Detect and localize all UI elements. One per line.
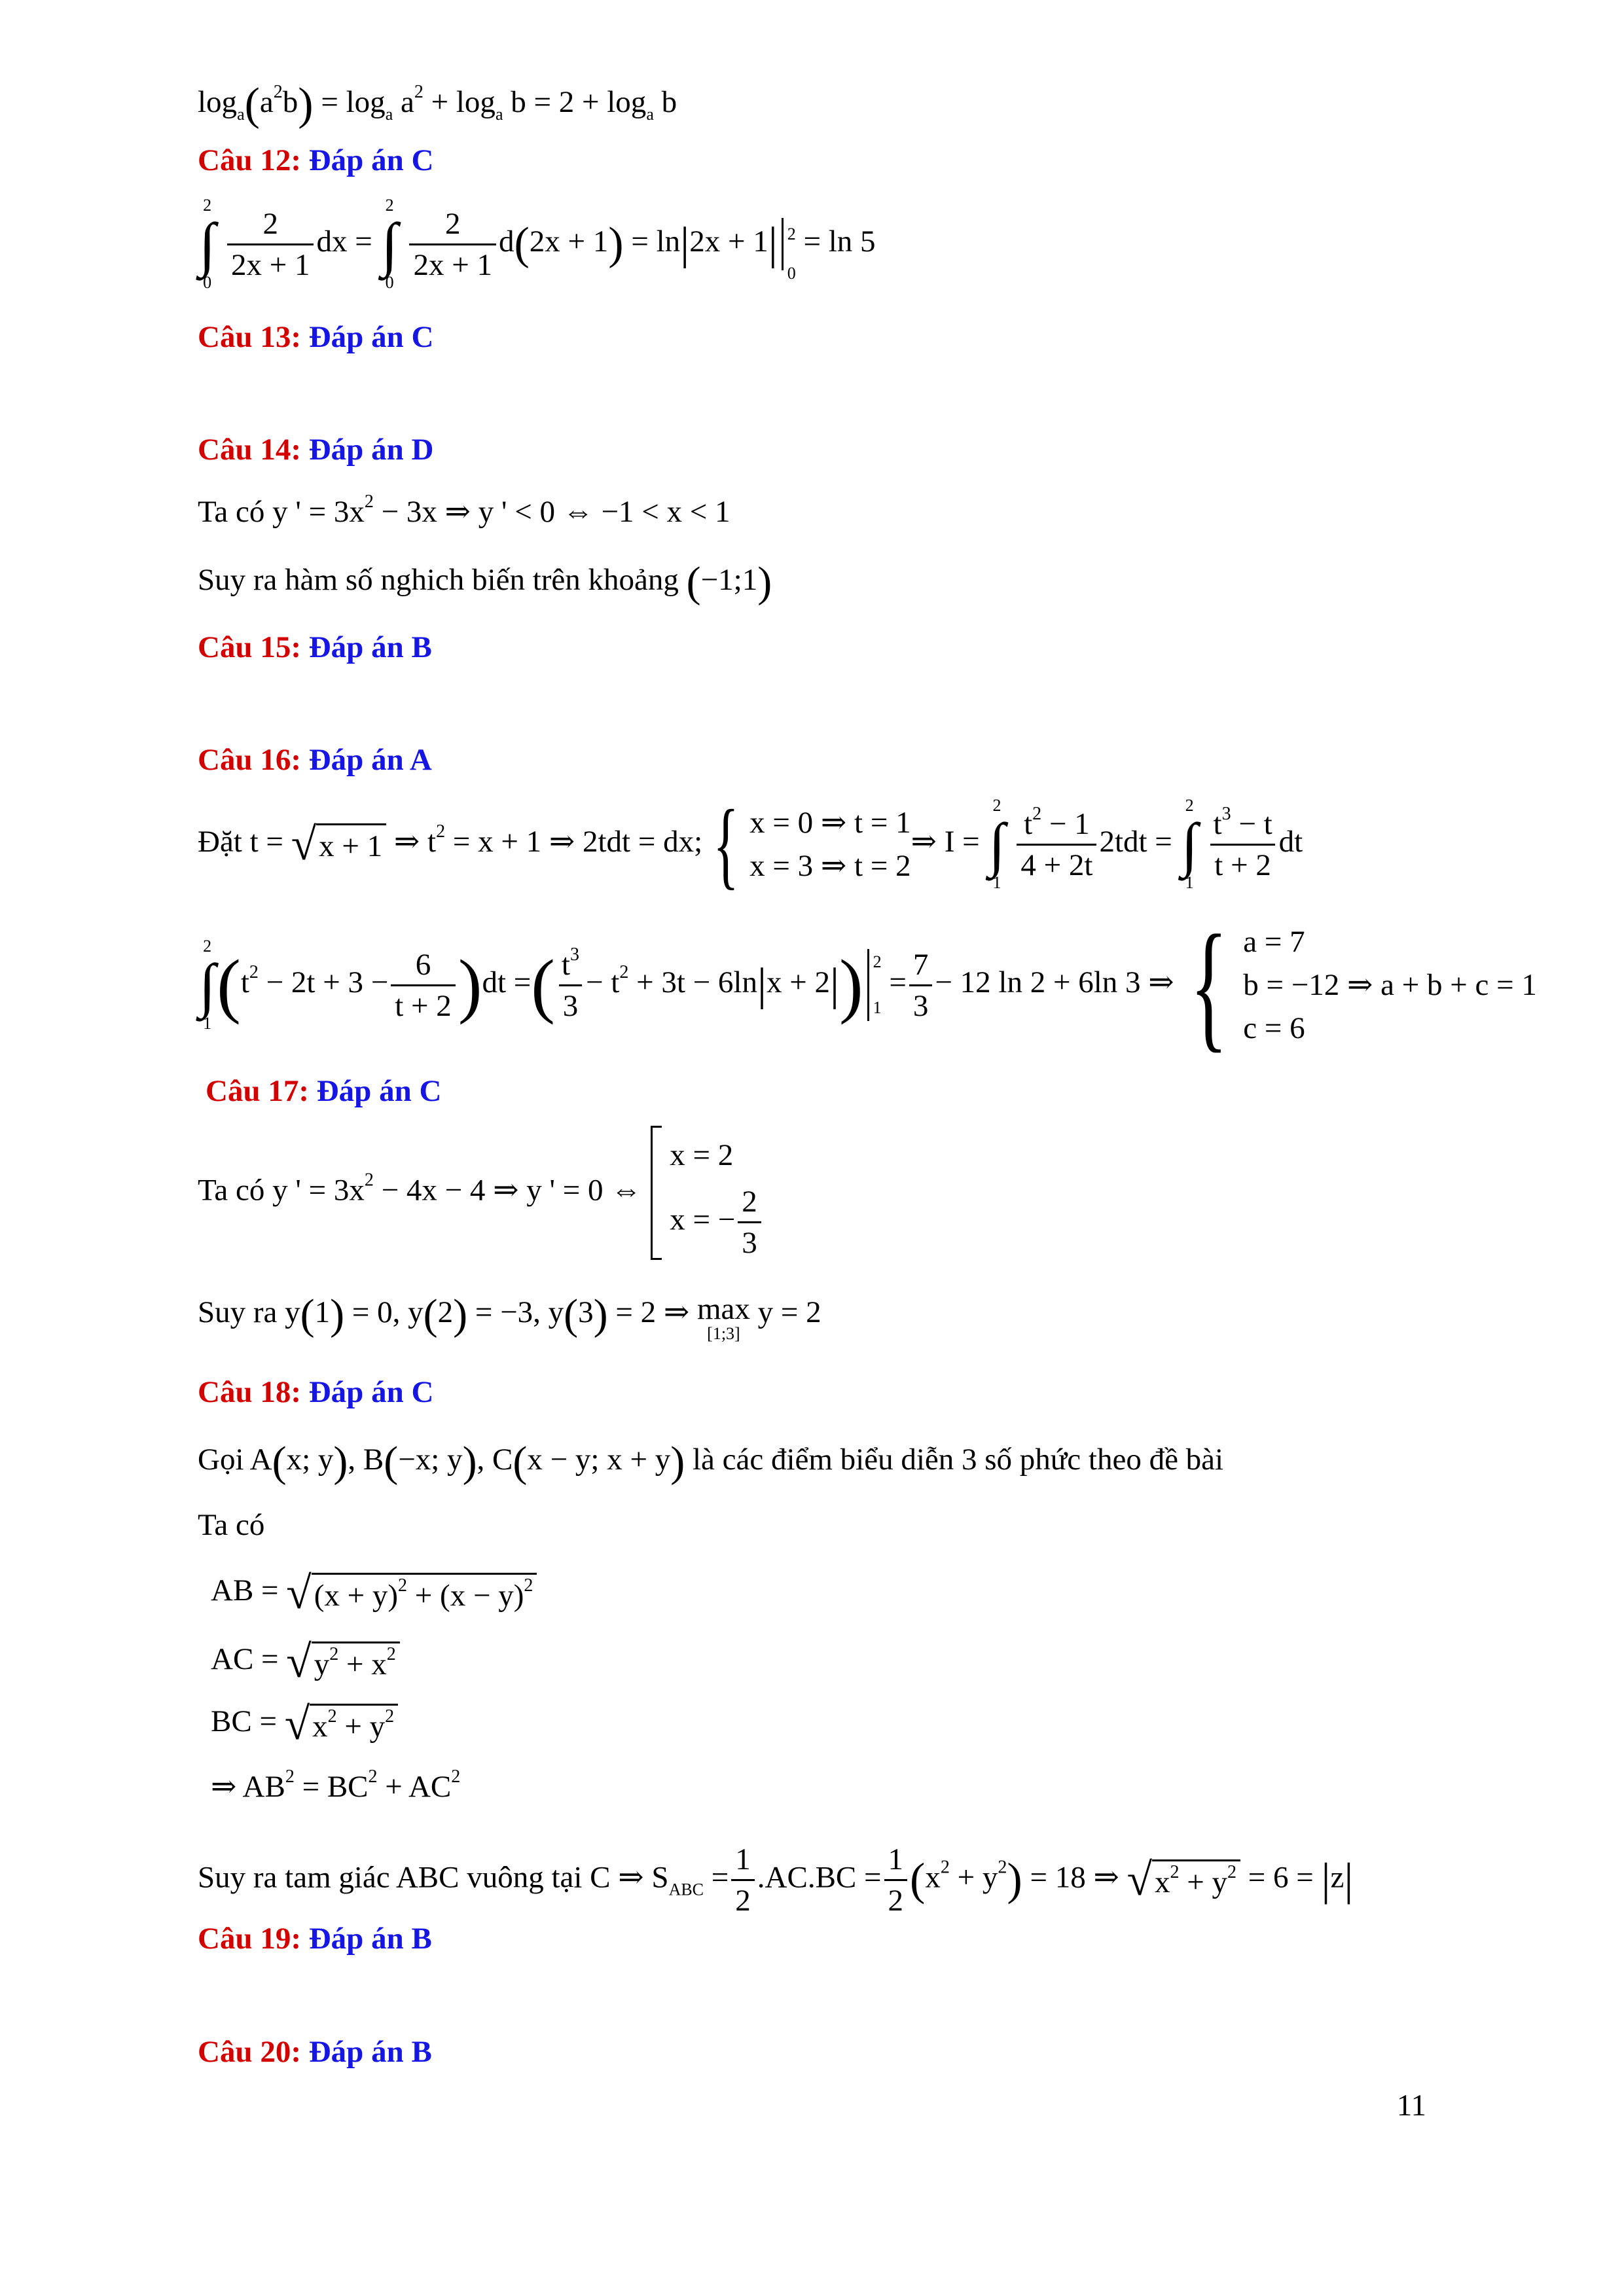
math-line-bc: BC = $√x^2 + y^2$ [211,1702,398,1746]
question-17-heading [198,1073,441,1109]
question-label: Câu 13: [198,320,301,354]
question-20-heading [198,2034,432,2070]
question-answer: Đáp án B [308,2035,432,2069]
question-13-heading [198,319,433,355]
math-line-substitution-16: Đặt t = √x + 1 ⇒ $t^2 = x + 1$ ⇒ 2tdt = dx; { x = 0 ⇒ t = 1 x = 3 ⇒ t = 2 ⇒ I = 2 ∫ 1 $\frac{t^2 - 1}{4 + 2t}$ 2tdt = 2 ∫ 1 $\frac{t^3 - t}{t + 2}$ dt [198,790,1303,899]
math-line-derivative-14: Ta có y ' = $3x^2 - 3x$ ⇒ y ' < 0 ⇔ −1 < x < 1 [198,492,731,529]
question-answer: Đáp án C [308,143,434,177]
question-label: Câu 14: [198,433,301,467]
question-19-heading [198,1921,432,1956]
question-15-heading [198,630,432,665]
math-line-area-18: Suy ra tam giác ABC vuông tại C ⇒ $S_{ABC}$ = $\frac{1}{2}$ .AC.BC = $\frac{1}{2}$ $(x^2 + y^2) = 18$ ⇒ $√x^2 + y^2 = 6 = |z|$ [198,1842,1354,1918]
question-label: Câu 20: [198,2035,301,2069]
math-line-ac: AC = $√y^2 + x^2$ [211,1640,400,1684]
math-line-max-17: Suy ra y(1) = 0, y(2) = −3, y(3) = 2 ⇒ max [1;3] y = 2 [198,1291,821,1343]
math-line-pythagoras: ⇒ $AB^2 = BC^2 + AC^2$ [211,1767,461,1804]
question-label: Câu 16: [198,743,301,777]
question-answer: Đáp án B [308,630,432,664]
math-line-evaluation-16: 2 ∫ 1 ($t^2 - 2t + 3$ − $\frac{6}{t + 2}$ )dt =( $\frac{t^3}{3}$ − $t^2 + 3t - 6\ln|x + 2|$) 2 1 = $\frac{7}{3}$ − 12 ln 2 + 6ln 3 ⇒ { a = 7 b = −12 ⇒ a + b + c = 1 c = 6 [199,905,1537,1065]
math-line-log: $\log_a(a^2b) = \log_a a^2 + \log_a b = 2 + \log_a b$ [198,79,677,130]
text-line-conclusion-14: Suy ra hàm số nghich biến trên khoảng (−1;1) [198,558,772,607]
page-number: 11 [1396,2089,1426,2123]
question-answer: Đáp án C [308,1375,434,1409]
question-label: Câu 12: [198,143,301,177]
math-line-integral-ln5: 2 ∫ 0 $\frac{2}{2x + 1}$ dx = 2 ∫ 0 $\frac{2}{2x + 1}$ d(2x + 1) = ln|2x + 1| 2 0 = ln 5 [199,196,876,292]
question-answer: Đáp án B [308,1922,432,1956]
question-answer: Đáp án C [316,1074,442,1108]
math-line-derivative-17: Ta có y ' = $3x^2 - 4x - 4$ ⇒ y ' = 0 ⇔ x = 2 x = − $\frac{2}{3}$ [198,1126,764,1260]
text-line-taco-18: Ta có [198,1508,265,1542]
question-label: Câu 19: [198,1922,301,1956]
question-label: Câu 17: [206,1074,309,1108]
question-answer: Đáp án D [308,433,434,467]
question-18-heading [198,1374,433,1410]
math-line-ab: AB = $√(x + y)^2 + (x - y)^2$ [211,1571,537,1615]
question-answer: Đáp án A [308,743,432,777]
question-16-heading [198,742,432,778]
text-line-points-18: Gọi A(x; y), B(−x; y), C(x − y; x + y) là các điểm biểu diễn 3 số phức theo đề bài [198,1438,1224,1486]
question-12-heading [198,143,433,178]
question-label: Câu 18: [198,1375,301,1409]
question-14-heading [198,432,433,467]
question-label: Câu 15: [198,630,301,664]
question-answer: Đáp án C [308,320,434,354]
